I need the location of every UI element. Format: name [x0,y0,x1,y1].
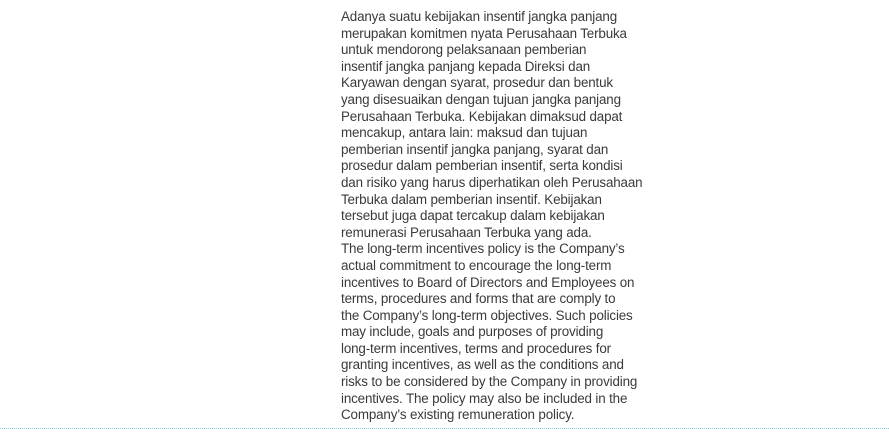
text-column [341,9,671,424]
text-line: untuk mendorong pelaksanaan pemberian [341,42,587,58]
text-line: merupakan komitmen nyata Perusahaan Terbuka [341,25,627,41]
text-line: Perusahaan Terbuka. Kebijakan dimaksud dapat [341,108,623,124]
text-line: dan risiko yang harus diperhatikan oleh Perusahaan [341,174,643,190]
text-line: Adanya suatu kebijakan insentif jangka panjang [341,9,617,24]
text-line: terms, procedures and forms that are comply to [341,291,616,307]
text-line: The long-term incentives policy is the Company’s [341,241,625,257]
text-line: remunerasi Perusahaan Terbuka yang ada. [341,224,592,240]
text-line: risks to be considered by the Company in providing [341,374,638,390]
text-line: long-term incentives, terms and procedures for [341,340,611,356]
dotted-divider [0,428,889,429]
text-line: yang disesuaikan dengan tujuan jangka panjang [341,91,621,107]
text-line: may include, goals and purposes of providing [341,324,604,340]
paragraph-indonesian [341,9,671,241]
text-line: pemberian insentif jangka panjang, syarat dan [341,141,609,157]
text-line: mencakup, antara lain: maksud dan tujuan [341,125,588,141]
text-line: Karyawan dengan syarat, prosedur dan bentuk [341,75,613,91]
paragraph-english [341,241,671,424]
text-line: incentives to Board of Directors and Employees on [341,274,635,290]
text-line: actual commitment to encourage the long-term [341,257,612,273]
text-line: the Company’s long-term objectives. Such policies [341,307,633,323]
text-line: prosedur dalam pemberian insentif, serta kondisi [341,158,623,174]
text-line: insentif jangka panjang kepada Direksi dan [341,58,591,74]
text-line: Company’s existing remuneration policy. [341,407,575,423]
text-line: Terbuka dalam pemberian insentif. Kebijakan [341,191,602,207]
text-line: tersebut juga dapat tercakup dalam kebijakan [341,208,605,224]
text-line: granting incentives, as well as the conditions and [341,357,624,373]
text-line: incentives. The policy may also be included in the [341,390,628,406]
